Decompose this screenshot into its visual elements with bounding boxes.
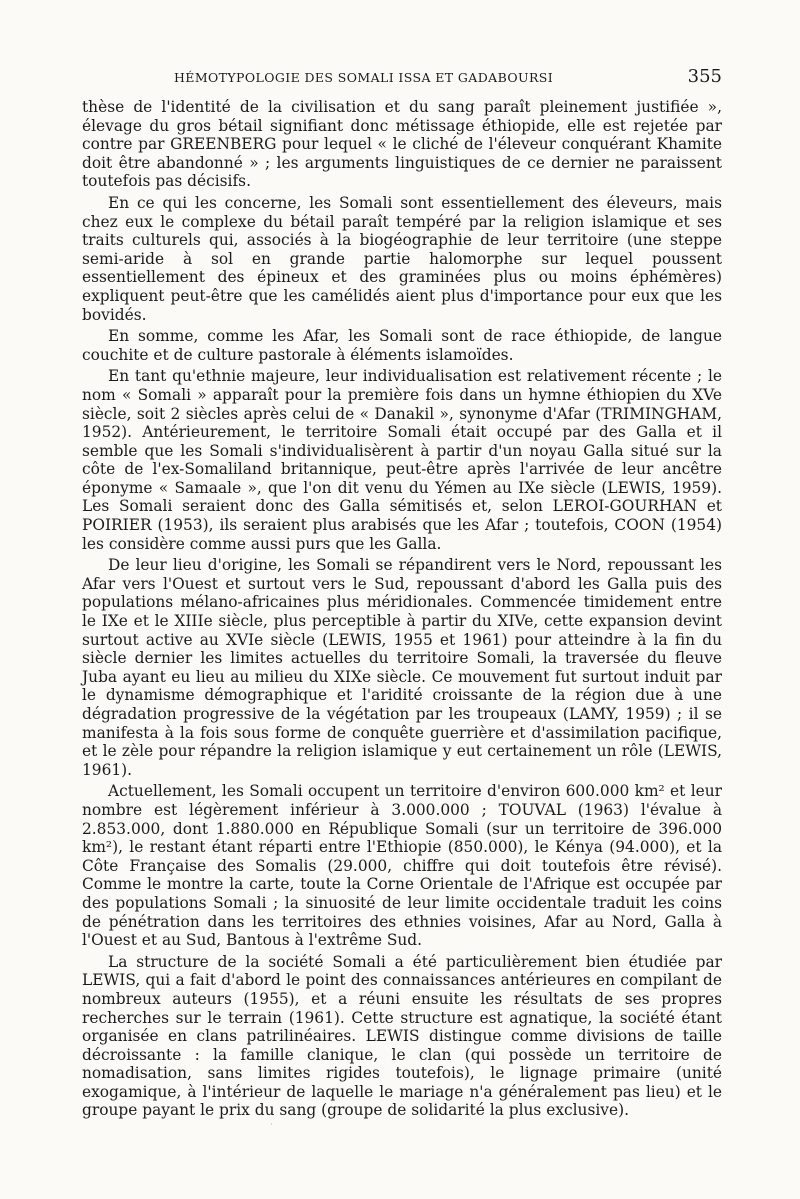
paragraph-6: Actuellement, les Somali occupent un territoire d'environ 600.000 km² et leur nombre est légèrement inférieur à 3.000.000 ; TOUVAL (1963) l'évalue à 2.853.000, dont 1.880.000 en République Somali (sur un territoire de 396.000 km²), le restant étant réparti entre l'Ethiopie (850.000), le Kénya (94.000), et la Côte Française des Somalis (29.000, chiffre qui doit toutefois être révisé). Comme le montre la carte, toute la Corne Orientale de l'Afrique est occupée par des populations Somali ; la sinuosité de leur limite occidentale traduit les coins de pénétration dans les territoires des ethnies voisines, Afar au Nord, Galla à l'Ouest et au Sud, Bantous à l'extrême Sud. xyxy=(82,782,722,950)
scan-speck: · xyxy=(270,1120,273,1130)
paragraph-1: thèse de l'identité de la civilisation et du sang paraît pleinement justifiée », élevage du gros bétail signifiant donc métissage éthiopide, elle est rejetée par contre par GREENBERG pour lequel « le cliché de l'éleveur conquérant Khamite doit être abandonné » ; les arguments linguistiques de ce dernier ne paraissent toutefois pas décisifs. xyxy=(82,98,722,191)
running-head xyxy=(82,66,722,92)
body-text xyxy=(82,98,722,1123)
paragraph-2: En ce qui les concerne, les Somali sont essentiellement des éleveurs, mais chez eux le complexe du bétail paraît tempéré par la religion islamique et ses traits culturels qui, associés à la biogéographie de leur territoire (une steppe semi-aride à sol en grande partie halomorphe sur lequel poussent essentiellement des épineux et des graminées plus ou moins éphémères) expliquent peut-être que les camélidés aient plus d'importance pour eux que les bovidés. xyxy=(82,193,722,324)
page-number: 355 xyxy=(687,66,722,87)
paragraph-5: De leur lieu d'origine, les Somali se répandirent vers le Nord, repoussant les Afar vers l'Ouest et surtout vers le Sud, repoussant d'abord les Galla puis des populations mélano-africaines plus méridionales. Commencée timidement entre le IXe et le XIIIe siècle, plus perceptible à partir du XIVe, cette expansion devint surtout active au XVIe siècle (LEWIS, 1955 et 1961) pour atteindre à la fin du siècle dernier les limites actuelles du territoire Somali, la traversée du fleuve Juba ayant eu lieu au milieu du XIXe siècle. Ce mouvement fut surtout induit par le dynamisme démographique et l'aridité croissante de la région due à une dégradation progressive de la végétation par les troupeaux (LAMY, 1959) ; il se manifesta à la fois sous forme de conquête guerrière et d'assimilation pacifique, et le zèle pour répandre la religion islamique y eut certainement un rôle (LEWIS, 1961). xyxy=(82,556,722,779)
paragraph-7: La structure de la société Somali a été particulièrement bien étudiée par LEWIS, qui a fait d'abord le point des connaissances antérieures en compilant de nombreux auteurs (1955), et a réuni ensuite les résultats de ses propres recherches sur le terrain (1961). Cette structure est agnatique, la société étant organisée en clans patrilinéaires. LEWIS distingue comme divisions de taille décroissante : la famille clanique, le clan (qui possède un territoire de nomadisation, sans limites rigides toutefois), le lignage primaire (unité exogamique, à l'intérieur de laquelle le mariage n'a généralement pas lieu) et le groupe payant le prix du sang (groupe de solidarité la plus exclusive). xyxy=(82,952,722,1120)
paragraph-4: En tant qu'ethnie majeure, leur individualisation est relativement récente ; le nom « Somali » apparaît pour la première fois dans un hymne éthiopien du XVe siècle, soit 2 siècles après celui de « Danakil », synonyme d'Afar (TRIMINGHAM, 1952). Antérieurement, le territoire Somali était occupé par des Galla et il semble que les Somali s'individualisèrent à partir d'un noyau Galla situé sur la côte de l'ex-Somaliland britannique, peut-être après l'arrivée de leur ancêtre éponyme « Samaale », que l'on dit venu du Yémen au IXe siècle (LEWIS, 1959). Les Somali seraient donc des Galla sémitisés et, selon LEROI-GOURHAN et POIRIER (1953), ils seraient plus arabisés que les Afar ; toutefois, COON (1954) les considère comme aussi purs que les Galla. xyxy=(82,367,722,553)
running-title: HÉMOTYPOLOGIE DES SOMALI ISSA ET GADABOURSI xyxy=(174,70,554,85)
paragraph-3: En somme, comme les Afar, les Somali sont de race éthiopide, de langue couchite et de culture pastorale à éléments islamoïdes. xyxy=(82,327,722,364)
